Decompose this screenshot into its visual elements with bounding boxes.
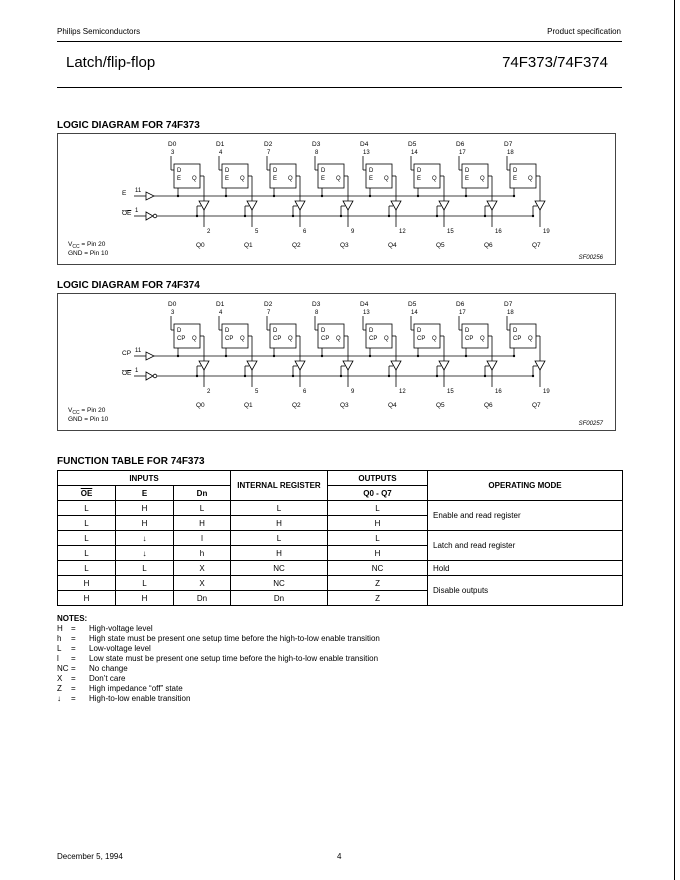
q-pin: 6: [303, 229, 307, 235]
table-row: [58, 501, 623, 516]
note-symbol: X: [57, 674, 63, 683]
cell-e: H: [116, 591, 174, 606]
control2-label: OE: [122, 370, 132, 377]
note-equals: =: [71, 644, 76, 653]
output-buffer: [247, 361, 257, 370]
box-q-label: Q: [384, 336, 389, 342]
d-pin: 4: [219, 150, 223, 156]
q-pin: 2: [207, 229, 211, 235]
q-pin: 12: [399, 389, 406, 395]
d-pin: 7: [267, 150, 271, 156]
cell-dn: Dn: [174, 591, 231, 606]
box-d-label: D: [177, 168, 182, 174]
cell-oe: L: [58, 546, 116, 561]
page-title: Latch/flip-flop: [66, 54, 156, 71]
d-label: D4: [360, 301, 369, 308]
diagram373-title: LOGIC DIAGRAM FOR 74F373: [57, 120, 200, 131]
q-label: Q0: [196, 242, 205, 249]
output-buffer: [295, 361, 305, 370]
q-label: Q3: [340, 242, 349, 249]
d-label: D2: [264, 301, 273, 308]
box-e-label: CP: [177, 336, 186, 342]
col-q-header: Q0 - Q7: [328, 486, 428, 501]
vcc-note: [68, 241, 106, 250]
q-label: Q7: [532, 242, 541, 249]
d-pin: 14: [411, 310, 418, 316]
note-text: No change: [89, 664, 128, 673]
box-q-label: Q: [192, 336, 197, 342]
note-equals: =: [71, 624, 76, 633]
note-item: [57, 644, 380, 654]
box-e-label: CP: [465, 336, 474, 342]
cell-e: H: [116, 516, 174, 531]
box-d-label: D: [225, 168, 230, 174]
box-d-label: D: [321, 168, 326, 174]
note-item: [57, 624, 380, 634]
d-pin: 17: [459, 310, 466, 316]
box-q-label: Q: [432, 336, 437, 342]
output-buffer: [487, 201, 497, 210]
box-e-label: E: [369, 176, 374, 182]
note-item: [57, 634, 380, 644]
notes-list: [57, 624, 380, 704]
box-d-label: D: [513, 328, 518, 334]
q-pin: 15: [447, 389, 454, 395]
box-e-label: CP: [321, 336, 330, 342]
d-pin: 7: [267, 310, 271, 316]
box-d-label: D: [321, 328, 326, 334]
d-label: D3: [312, 301, 321, 308]
d-label: D1: [216, 301, 225, 308]
note-item: [57, 664, 380, 674]
note-text: High-to-low enable transition: [89, 694, 191, 703]
d-pin: 3: [171, 150, 175, 156]
note-symbol: L: [57, 644, 62, 653]
col-oe-header: $\overline{OE}$: [58, 486, 116, 501]
q-label: Q2: [292, 402, 301, 409]
inversion-bubble: [153, 374, 157, 378]
note-equals: =: [71, 654, 76, 663]
control1-pin: 11: [135, 188, 142, 194]
q-pin: 15: [447, 229, 454, 235]
logic-diagram-74f373: [57, 133, 616, 265]
box-q-label: Q: [384, 176, 389, 182]
cell-dn: h: [174, 546, 231, 561]
cell-oe: L: [58, 516, 116, 531]
operating-mode-cell: Latch and read register: [428, 531, 623, 561]
cell-q: L: [328, 531, 428, 546]
internal-register-header: INTERNAL REGISTER: [231, 471, 328, 501]
d-label: D6: [456, 301, 465, 308]
header-rule-top: [57, 41, 622, 42]
inputs-header: INPUTS: [58, 471, 231, 486]
control2-pin: 1: [135, 208, 139, 214]
note-item: [57, 694, 380, 704]
gnd-note: GND = Pin 10: [68, 250, 109, 257]
part-number: 74F373/74F374: [502, 54, 608, 71]
d-label: D7: [504, 301, 513, 308]
note-equals: =: [71, 674, 76, 683]
q-pin: 19: [543, 229, 550, 235]
note-item: [57, 674, 380, 684]
note-symbol: Z: [57, 684, 62, 693]
logic-diagram-74f374: [57, 293, 616, 431]
q-label: Q6: [484, 402, 493, 409]
footer-date: December 5, 1994: [57, 852, 123, 861]
cell-q: Z: [328, 576, 428, 591]
control2-label: OE: [122, 210, 132, 217]
box-d-label: D: [369, 168, 374, 174]
note-equals: =: [71, 664, 76, 673]
box-e-label: CP: [369, 336, 378, 342]
d-pin: 14: [411, 150, 418, 156]
box-e-label: CP: [417, 336, 426, 342]
note-text: Low-voltage level: [89, 644, 151, 653]
notes: [57, 614, 380, 704]
q-label: Q1: [244, 242, 253, 249]
cell-oe: L: [58, 501, 116, 516]
box-q-label: Q: [432, 176, 437, 182]
box-e-label: E: [225, 176, 230, 182]
q-pin: 16: [495, 389, 502, 395]
table-row: [58, 531, 623, 546]
figure-code: SF00256: [578, 255, 603, 261]
d-label: D0: [168, 301, 177, 308]
box-e-label: CP: [513, 336, 522, 342]
box-d-label: D: [417, 328, 422, 334]
box-d-label: D: [513, 168, 518, 174]
note-text: High-voltage level: [89, 624, 153, 633]
q-label: Q2: [292, 242, 301, 249]
output-buffer: [535, 361, 545, 370]
box-e-label: E: [321, 176, 326, 182]
note-text: Low state must be present one setup time before the high-to-low enable transition: [89, 654, 379, 663]
control1-pin: 11: [135, 348, 142, 354]
control1-buffer: [146, 352, 154, 360]
note-text: High state must be present one setup time before the high-to-low enable transition: [89, 634, 380, 643]
cell-internal: NC: [231, 561, 328, 576]
d-label: D1: [216, 141, 225, 148]
cell-oe: H: [58, 591, 116, 606]
vcc-prefix: V: [68, 241, 73, 248]
d-label: D6: [456, 141, 465, 148]
cell-e: L: [116, 576, 174, 591]
d-pin: 17: [459, 150, 466, 156]
q-pin: 9: [351, 229, 355, 235]
cell-e: ↓: [116, 546, 174, 561]
output-buffer: [343, 361, 353, 370]
box-d-label: D: [465, 168, 470, 174]
d-pin: 18: [507, 150, 514, 156]
q-pin: 5: [255, 229, 259, 235]
box-q-label: Q: [528, 176, 533, 182]
q-label: Q7: [532, 402, 541, 409]
box-d-label: D: [273, 168, 278, 174]
table-row: [58, 561, 623, 576]
cell-oe: L: [58, 531, 116, 546]
output-buffer: [295, 201, 305, 210]
cell-internal: Dn: [231, 591, 328, 606]
q-pin: 19: [543, 389, 550, 395]
output-buffer: [391, 201, 401, 210]
cell-dn: L: [174, 501, 231, 516]
note-symbol: h: [57, 634, 62, 643]
box-q-label: Q: [288, 336, 293, 342]
cell-e: L: [116, 561, 174, 576]
output-buffer: [343, 201, 353, 210]
cell-q: Z: [328, 591, 428, 606]
box-q-label: Q: [336, 176, 341, 182]
control2-buffer: [146, 212, 153, 220]
box-q-label: Q: [480, 176, 485, 182]
diagram374-title: LOGIC DIAGRAM FOR 74F374: [57, 280, 200, 291]
box-e-label: E: [465, 176, 470, 182]
operating-mode-cell: Hold: [428, 561, 623, 576]
q-label: Q1: [244, 402, 253, 409]
vcc-note: [68, 407, 106, 416]
vcc-rest: = Pin 20: [79, 407, 106, 414]
cell-q: L: [328, 501, 428, 516]
note-equals: =: [71, 684, 76, 693]
d-label: D0: [168, 141, 177, 148]
note-text: High impedance “off” state: [89, 684, 183, 693]
footer-page: 4: [337, 852, 342, 861]
control1-buffer: [146, 192, 154, 200]
cell-internal: L: [231, 501, 328, 516]
d-label: D5: [408, 141, 417, 148]
control2-buffer: [146, 372, 153, 380]
q-pin: 12: [399, 229, 406, 235]
control1-label: CP: [122, 350, 132, 357]
cell-oe: H: [58, 576, 116, 591]
diagram373-svg: [58, 134, 615, 264]
d-pin: 13: [363, 150, 370, 156]
output-buffer: [535, 201, 545, 210]
q-label: Q0: [196, 402, 205, 409]
d-pin: 3: [171, 310, 175, 316]
vcc-prefix: V: [68, 407, 73, 414]
cell-dn: l: [174, 531, 231, 546]
d-label: D5: [408, 301, 417, 308]
box-d-label: D: [225, 328, 230, 334]
box-q-label: Q: [240, 176, 245, 182]
right-edge-line: [674, 0, 675, 880]
box-e-label: E: [177, 176, 182, 182]
box-e-label: E: [273, 176, 278, 182]
box-e-label: CP: [225, 336, 234, 342]
function-table: [57, 470, 623, 606]
box-d-label: D: [417, 168, 422, 174]
q-label: Q5: [436, 242, 445, 249]
d-label: D4: [360, 141, 369, 148]
box-q-label: Q: [240, 336, 245, 342]
cell-e: ↓: [116, 531, 174, 546]
box-d-label: D: [369, 328, 374, 334]
d-pin: 13: [363, 310, 370, 316]
cell-q: H: [328, 516, 428, 531]
cell-e: H: [116, 501, 174, 516]
q-label: Q3: [340, 402, 349, 409]
diagram374-svg: [58, 294, 615, 430]
d-pin: 8: [315, 150, 319, 156]
cell-q: H: [328, 546, 428, 561]
note-text: Don’t care: [89, 674, 126, 683]
d-pin: 8: [315, 310, 319, 316]
operating-mode-cell: Disable outputs: [428, 576, 623, 606]
gnd-note: GND = Pin 10: [68, 416, 109, 423]
box-q-label: Q: [192, 176, 197, 182]
header-rule-bottom: [57, 87, 622, 88]
box-e-label: E: [513, 176, 518, 182]
box-d-label: D: [177, 328, 182, 334]
col-e-header: E: [116, 486, 174, 501]
doc-type: Product specification: [547, 27, 621, 36]
d-pin: 4: [219, 310, 223, 316]
cell-dn: X: [174, 576, 231, 591]
q-label: Q6: [484, 242, 493, 249]
cell-internal: H: [231, 546, 328, 561]
output-buffer: [199, 201, 209, 210]
q-pin: 16: [495, 229, 502, 235]
d-label: D2: [264, 141, 273, 148]
box-q-label: Q: [480, 336, 485, 342]
cell-internal: H: [231, 516, 328, 531]
output-buffer: [247, 201, 257, 210]
box-q-label: Q: [528, 336, 533, 342]
operating-mode-cell: Enable and read register: [428, 501, 623, 531]
cell-dn: H: [174, 516, 231, 531]
cell-dn: X: [174, 561, 231, 576]
company-name: Philips Semiconductors: [57, 27, 141, 36]
note-symbol: NC: [57, 664, 69, 673]
inversion-bubble: [153, 214, 157, 218]
q-pin: 5: [255, 389, 259, 395]
cell-internal: NC: [231, 576, 328, 591]
output-buffer: [199, 361, 209, 370]
output-buffer: [439, 361, 449, 370]
cell-internal: L: [231, 531, 328, 546]
box-d-label: D: [465, 328, 470, 334]
note-symbol: ↓: [57, 694, 61, 703]
vcc-subscript: CC: [72, 410, 80, 416]
note-equals: =: [71, 634, 76, 643]
d-label: D3: [312, 141, 321, 148]
vcc-subscript: CC: [72, 244, 80, 250]
output-buffer: [439, 201, 449, 210]
operating-mode-header: OPERATING MODE: [428, 471, 623, 501]
box-e-label: E: [417, 176, 422, 182]
q-pin: 9: [351, 389, 355, 395]
outputs-header: OUTPUTS: [328, 471, 428, 486]
note-symbol: H: [57, 624, 63, 633]
d-label: D7: [504, 141, 513, 148]
control1-label: E: [122, 190, 127, 197]
box-q-label: Q: [336, 336, 341, 342]
q-pin: 2: [207, 389, 211, 395]
cell-q: NC: [328, 561, 428, 576]
note-item: [57, 684, 380, 694]
output-buffer: [391, 361, 401, 370]
q-pin: 6: [303, 389, 307, 395]
note-symbol: l: [57, 654, 59, 663]
cell-oe: L: [58, 561, 116, 576]
function-table-title: FUNCTION TABLE FOR 74F373: [57, 456, 205, 467]
col-dn-header: Dn: [174, 486, 231, 501]
q-label: Q4: [388, 242, 397, 249]
box-q-label: Q: [288, 176, 293, 182]
figure-code: SF00257: [578, 421, 603, 427]
note-equals: =: [71, 694, 76, 703]
notes-title: NOTES:: [57, 614, 88, 623]
vcc-rest: = Pin 20: [79, 241, 106, 248]
note-item: [57, 654, 380, 664]
box-d-label: D: [273, 328, 278, 334]
output-buffer: [487, 361, 497, 370]
q-label: Q5: [436, 402, 445, 409]
table-row: [58, 576, 623, 591]
q-label: Q4: [388, 402, 397, 409]
control2-pin: 1: [135, 368, 139, 374]
d-pin: 18: [507, 310, 514, 316]
box-e-label: CP: [273, 336, 282, 342]
